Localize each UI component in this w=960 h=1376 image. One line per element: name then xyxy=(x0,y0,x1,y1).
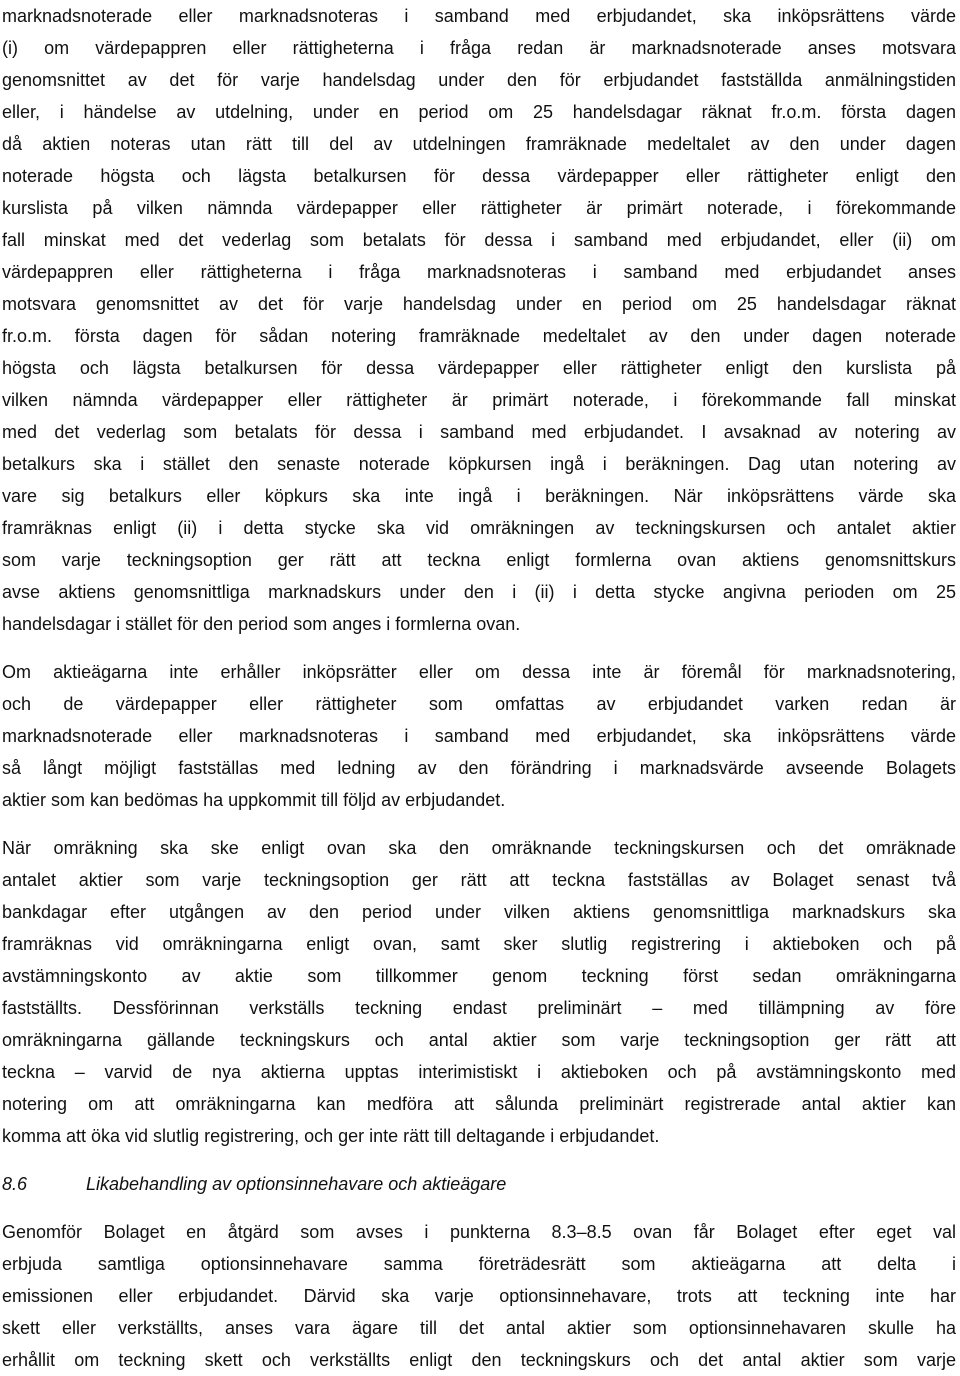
text-line: så långt möjligt fastställas med ledning av den förändring i marknadsvärde avseende Bolagets xyxy=(2,758,956,778)
text-line: vare sig betalkurs eller köpkurs ska inte ingå i beräkningen. När inköpsrättens värde ska xyxy=(2,486,956,506)
text-line: (i) om värdepappren eller rättigheterna i fråga redan är marknadsnoterade anses motsvara xyxy=(2,38,956,58)
text-line: Om aktieägarna inte erhåller inköpsrätter eller om dessa inte är föremål för marknadsnotering, xyxy=(2,662,956,682)
text-line: notering om att omräkningarna kan medföra att sålunda preliminärt registrerade antal aktier kan xyxy=(2,1094,956,1114)
text-line: skett eller verkställts, anses vara ägare till det antal aktier som optionsinnehavaren skulle ha xyxy=(2,1318,956,1338)
text-line: emissionen eller erbjudandet. Därvid ska varje optionsinnehavare, trots att teckning inte har xyxy=(2,1286,956,1306)
text-line: handelsdagar i stället för den period som anges i formlerna ovan. xyxy=(2,614,521,634)
text-line: Genomför Bolaget en åtgärd som avses i punkterna 8.3–8.5 ovan får Bolaget efter eget val xyxy=(2,1222,956,1242)
text-line: marknadsnoterade eller marknadsnoteras i samband med erbjudandet, ska inköpsrättens värde xyxy=(2,726,956,746)
paragraph-no-inköpsrätter xyxy=(2,656,956,816)
text-line: betalkurs ska i stället den senaste noterade köpkursen ingå i beräkningen. Dag utan notering av xyxy=(2,454,956,474)
text-line: teckna – varvid de nya aktierna upptas interimistiskt i aktieboken och på avstämningskonto med xyxy=(2,1062,956,1082)
text-line: framräknas enligt (ii) i detta stycke ska vid omräkningen av teckningskursen och antalet aktier xyxy=(2,518,956,538)
text-line: aktier som kan bedömas ha uppkommit till följd av erbjudandet. xyxy=(2,790,506,810)
paragraph-inköpsrätt-value xyxy=(2,0,956,640)
text-line: kurslista på vilken nämnda värdepapper eller rättigheter är primärt noterade, i förekommande xyxy=(2,198,956,218)
text-line: som varje teckningsoption ger rätt att teckna enligt formlerna ovan aktiens genomsnittskurs xyxy=(2,550,956,570)
text-line: framräknas vid omräkningarna enligt ovan, samt sker slutlig registrering i aktieboken och på xyxy=(2,934,956,954)
text-line: vilken nämnda värdepapper eller rättigheter är primärt noterade, i förekommande fall minskat xyxy=(2,390,956,410)
paragraph-likabehandling xyxy=(2,1216,956,1376)
text-line: antalet aktier som varje teckningsoption ger rätt att teckna fastställas av Bolaget senast två xyxy=(2,870,956,890)
text-line: då aktien noteras utan rätt till del av utdelningen framräknade medeltalet av den under dagen xyxy=(2,134,956,154)
text-line: omräkningarna gällande teckningskurs och antal aktier som varje teckningsoption ger rätt att xyxy=(2,1030,956,1050)
text-line: När omräkning ska ske enligt ovan ska den omräknande teckningskursen och det omräknade xyxy=(2,838,956,858)
section-title: Likabehandling av optionsinnehavare och aktieägare xyxy=(86,1174,507,1194)
section-heading xyxy=(2,1168,956,1200)
text-line: marknadsnoterade eller marknadsnoteras i samband med erbjudandet, ska inköpsrättens värde xyxy=(2,6,956,26)
paragraph-omräkning xyxy=(2,832,956,1152)
section-number: 8.6 xyxy=(2,1174,28,1194)
text-line: motsvara genomsnittet av det för varje handelsdag under en period om 25 handelsdagar räknat xyxy=(2,294,956,314)
text-line: erhållit om teckning skett och verkställts enligt den teckningskurs och det antal aktier som varje xyxy=(2,1350,956,1370)
text-line: med det vederlag som betalats för dessa i samband med erbjudandet. I avsaknad av notering av xyxy=(2,422,956,442)
text-line: värdepappren eller rättigheterna i fråga marknadsnoteras i samband med erbjudandet anses xyxy=(2,262,956,282)
text-line: erbjuda samtliga optionsinnehavare samma företrädesrätt som aktieägarna att delta i xyxy=(2,1254,956,1274)
text-line: fastställts. Dessförinnan verkställs teckning endast preliminärt – med tillämpning av före xyxy=(2,998,956,1018)
text-line: fall minskat med det vederlag som betalats för dessa i samband med erbjudandet, eller (ii) om xyxy=(2,230,956,250)
text-line: noterade högsta och lägsta betalkursen för dessa värdepapper eller rättigheter enligt den xyxy=(2,166,956,186)
text-line: komma att öka vid slutlig registrering, och ger inte rätt till deltagande i erbjudandet. xyxy=(2,1126,660,1146)
text-line: fr.o.m. första dagen för sådan notering framräknade medeltalet av den under dagen noterade xyxy=(2,326,956,346)
text-line: avstämningskonto av aktie som tillkommer genom teckning först sedan omräkningarna xyxy=(2,966,956,986)
text-line: och de värdepapper eller rättigheter som omfattas av erbjudandet varken redan är xyxy=(2,694,956,714)
text-line: genomsnittet av det för varje handelsdag under den för erbjudandet fastställda anmälningstiden xyxy=(2,70,956,90)
text-line: högsta och lägsta betalkursen för dessa värdepapper eller rättigheter enligt den kurslista på xyxy=(2,358,956,378)
text-line: bankdagar efter utgången av den period under vilken aktiens genomsnittliga marknadskurs ska xyxy=(2,902,956,922)
text-line: eller, i händelse av utdelning, under en period om 25 handelsdagar räknat fr.o.m. första dagen xyxy=(2,102,956,122)
text-line: avse aktiens genomsnittliga marknadskurs under den i (ii) i detta stycke angivna perioden om 25 xyxy=(2,582,956,602)
